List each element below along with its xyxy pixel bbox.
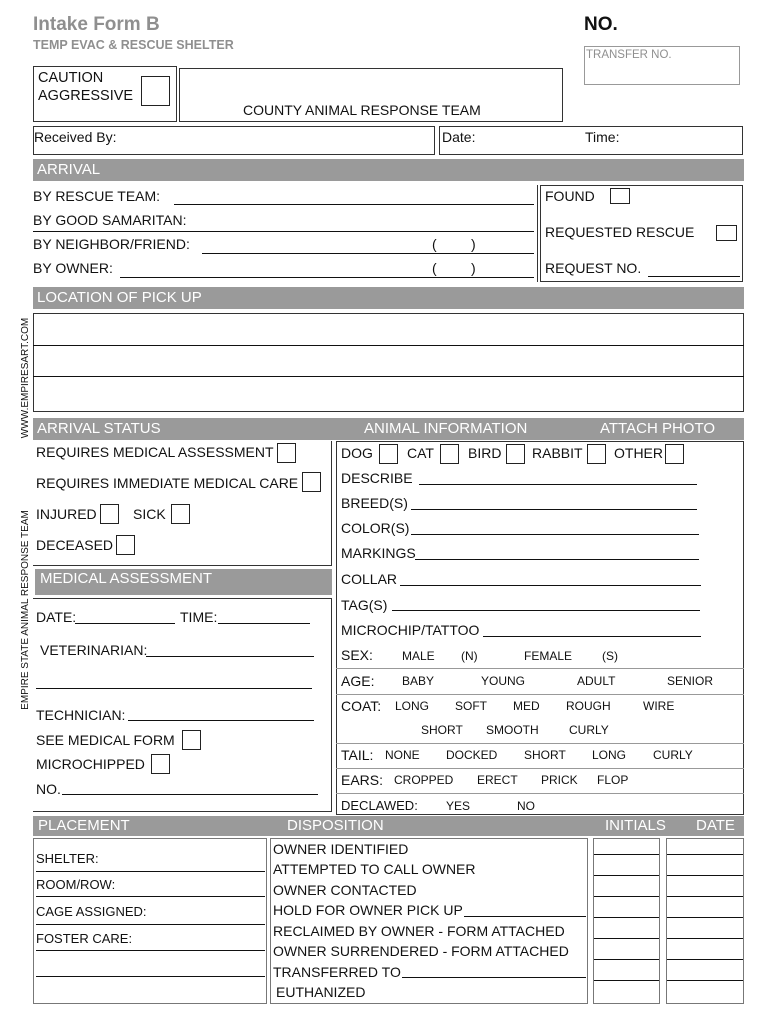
- requested-rescue-label: REQUESTED RESCUE: [545, 224, 695, 240]
- coat-short[interactable]: SHORT: [421, 723, 463, 737]
- cage-label: CAGE ASSIGNED:: [36, 904, 147, 919]
- neighbor-label: BY NEIGHBOR/FRIEND:: [33, 236, 190, 252]
- collar-line[interactable]: [400, 585, 701, 586]
- date-row-6: [667, 959, 743, 960]
- location-divider-1: [33, 345, 744, 346]
- room-line[interactable]: [36, 896, 265, 897]
- transferred-to-line[interactable]: [402, 977, 586, 978]
- found-checkbox[interactable]: [610, 188, 630, 204]
- medical-title: MEDICAL ASSESSMENT: [40, 570, 212, 587]
- hold-pickup-line[interactable]: [464, 916, 586, 917]
- rescue-team-label: BY RESCUE TEAM:: [33, 188, 161, 204]
- deceased-label: DECEASED: [36, 537, 114, 553]
- owner-line[interactable]: [120, 277, 534, 278]
- side-org-text: EMPIRE STATE ANIMAL RESPONSE TEAM: [20, 510, 31, 710]
- disposition-item-4[interactable]: HOLD FOR OWNER PICK UP: [273, 902, 463, 918]
- medical-no-line[interactable]: [62, 794, 318, 795]
- aggressive-checkbox[interactable]: [141, 76, 170, 106]
- tags-label: TAG(S): [341, 597, 388, 613]
- initials-row-2: [594, 875, 659, 876]
- transfer-no-label: TRANSFER NO.: [586, 49, 672, 61]
- date-row-5: [667, 938, 743, 939]
- initials-title: INITIALS: [605, 817, 666, 834]
- other-label: OTHER: [614, 445, 663, 461]
- coat-curly[interactable]: CURLY: [569, 723, 609, 737]
- status-animal-header: [33, 418, 744, 440]
- coat-smooth[interactable]: SMOOTH: [486, 723, 539, 737]
- age-divider: [336, 694, 744, 695]
- initials-row-6: [594, 959, 659, 960]
- request-no-line[interactable]: [648, 276, 740, 277]
- transfer-no-field[interactable]: [584, 46, 740, 85]
- ears-cropped[interactable]: CROPPED: [394, 773, 454, 787]
- disposition-item-8[interactable]: EUTHANIZED: [276, 984, 366, 1000]
- age-baby[interactable]: BABY: [402, 674, 435, 688]
- shelter-label: SHELTER:: [36, 851, 99, 866]
- caution-box: [33, 66, 177, 122]
- initials-row-4: [594, 917, 659, 918]
- team-name-box: [179, 68, 563, 122]
- date-row-7: [667, 980, 743, 981]
- cage-line[interactable]: [36, 924, 265, 925]
- coat-label: COAT:: [341, 698, 382, 714]
- age-senior[interactable]: SENIOR: [667, 674, 714, 688]
- sex-neutered[interactable]: (N): [461, 649, 478, 663]
- tail-label: TAIL:: [341, 747, 374, 763]
- date-row-2: [667, 875, 743, 876]
- initials-row-3: [594, 896, 659, 897]
- date-title: DATE: [696, 817, 735, 834]
- microchip-line[interactable]: [483, 636, 701, 637]
- form-subtitle: TEMP EVAC & RESCUE SHELTER: [33, 38, 234, 52]
- technician-line[interactable]: [128, 720, 314, 721]
- see-medical-form-label: SEE MEDICAL FORM: [36, 732, 175, 748]
- medical-assessment-checkbox[interactable]: [277, 443, 296, 463]
- bird-label: BIRD: [468, 445, 502, 461]
- immediate-care-checkbox[interactable]: [302, 472, 321, 492]
- disposition-item-2[interactable]: ATTEMPTED TO CALL OWNER: [273, 861, 476, 877]
- medical-date-line[interactable]: [75, 623, 175, 624]
- injured-label: INJURED: [36, 506, 97, 522]
- form-number-label: NO.: [584, 14, 618, 35]
- date-column[interactable]: [666, 838, 744, 1004]
- veterinarian-line[interactable]: [146, 656, 314, 657]
- deceased-checkbox[interactable]: [116, 535, 135, 555]
- placement-title: PLACEMENT: [38, 817, 130, 834]
- microchipped-label: MICROCHIPPED: [36, 756, 145, 772]
- sick-label: SICK: [133, 506, 166, 522]
- other-checkbox[interactable]: [665, 444, 684, 464]
- attach-photo-title: ATTACH PHOTO: [600, 420, 716, 437]
- date-row-1: [667, 854, 743, 855]
- microchip-label: MICROCHIP/TATTOO: [341, 622, 480, 638]
- arrival-status-title: ARRIVAL STATUS: [37, 420, 161, 437]
- age-label: AGE:: [341, 673, 375, 689]
- injured-checkbox[interactable]: [100, 504, 119, 524]
- received-by-field[interactable]: [33, 126, 435, 155]
- medical-assessment-label: REQUIRES MEDICAL ASSESSMENT: [36, 444, 274, 460]
- request-no-label: REQUEST NO.: [545, 260, 642, 276]
- cat-checkbox[interactable]: [440, 444, 459, 464]
- markings-line[interactable]: [415, 559, 699, 560]
- shelter-line[interactable]: [36, 871, 265, 872]
- sex-female[interactable]: FEMALE: [524, 649, 573, 663]
- veterinarian-line-2[interactable]: [36, 688, 312, 689]
- date-row-4: [667, 917, 743, 918]
- rescue-team-line[interactable]: [174, 204, 534, 205]
- disposition-title: DISPOSITION: [287, 817, 384, 834]
- medical-header: [35, 569, 332, 595]
- initials-row-1: [594, 854, 659, 855]
- medical-time-line[interactable]: [218, 623, 310, 624]
- describe-label: DESCRIBE: [341, 470, 413, 486]
- microchipped-checkbox[interactable]: [151, 754, 170, 774]
- location-box[interactable]: [33, 313, 744, 412]
- ears-prick[interactable]: PRICK: [541, 773, 578, 787]
- ears-flop[interactable]: FLOP: [597, 773, 629, 787]
- see-medical-form-checkbox[interactable]: [182, 730, 201, 750]
- neighbor-phone-close: ): [471, 236, 476, 252]
- owner-phone-close: ): [471, 260, 476, 276]
- medical-no-label: NO.: [36, 781, 61, 797]
- coat-soft[interactable]: SOFT: [455, 699, 487, 713]
- location-header: [33, 287, 744, 309]
- collar-label: COLLAR: [341, 571, 398, 587]
- tail-none[interactable]: NONE: [385, 748, 420, 762]
- breeds-label: BREED(S): [341, 495, 408, 511]
- initials-row-7: [594, 980, 659, 981]
- animal-info-title: ANIMAL INFORMATION: [364, 420, 528, 437]
- sex-label: SEX:: [341, 647, 373, 663]
- dog-label: DOG: [341, 445, 373, 461]
- neighbor-phone-open: (: [432, 236, 437, 252]
- ears-erect[interactable]: ERECT: [477, 773, 518, 787]
- side-website-text: WWW.EMPIRESART.COM: [20, 317, 31, 439]
- room-label: ROOM/ROW:: [36, 877, 116, 892]
- sex-divider: [336, 668, 744, 669]
- ears-label: EARS:: [341, 772, 384, 788]
- describe-line[interactable]: [419, 484, 697, 485]
- found-label: FOUND: [545, 188, 595, 204]
- good-samaritan-line[interactable]: [33, 231, 534, 232]
- form-title: Intake Form B: [33, 14, 160, 35]
- sex-spayed[interactable]: (S): [602, 649, 618, 663]
- rabbit-checkbox[interactable]: [587, 444, 606, 464]
- ears-divider: [336, 793, 744, 794]
- disposition-item-3[interactable]: OWNER CONTACTED: [273, 882, 417, 898]
- breeds-line[interactable]: [411, 509, 697, 510]
- disposition-item-5[interactable]: RECLAIMED BY OWNER - FORM ATTACHED: [273, 923, 565, 939]
- neighbor-line[interactable]: [202, 253, 534, 254]
- medical-date-label: DATE:: [36, 609, 77, 625]
- declawed-no[interactable]: NO: [517, 799, 535, 813]
- owner-label: BY OWNER:: [33, 260, 113, 276]
- aggressive-label: AGGRESSIVE: [38, 88, 134, 104]
- declawed-yes[interactable]: YES: [446, 799, 471, 813]
- date-time-field[interactable]: [439, 126, 743, 155]
- tail-long[interactable]: LONG: [592, 748, 627, 762]
- arrival-title: ARRIVAL: [37, 161, 101, 178]
- foster-line[interactable]: [36, 950, 265, 951]
- coat-med[interactable]: MED: [513, 699, 540, 713]
- disposition-item-1[interactable]: OWNER IDENTIFIED: [273, 841, 409, 857]
- disposition-item-7[interactable]: TRANSFERRED TO: [273, 964, 401, 980]
- bird-checkbox[interactable]: [506, 444, 525, 464]
- tail-divider: [336, 768, 744, 769]
- placement-line-5[interactable]: [36, 976, 265, 977]
- sick-checkbox[interactable]: [171, 504, 190, 524]
- received-by-label: Received By:: [34, 129, 117, 145]
- arrival-header: [33, 159, 744, 181]
- coat-wire[interactable]: WIRE: [643, 699, 675, 713]
- location-title: LOCATION OF PICK UP: [37, 289, 202, 306]
- location-divider-2: [33, 376, 744, 377]
- rabbit-label: RABBIT: [532, 445, 583, 461]
- date-row-3: [667, 896, 743, 897]
- immediate-care-label: REQUIRES IMMEDIATE MEDICAL CARE: [36, 475, 299, 491]
- initials-column[interactable]: [593, 838, 660, 1004]
- coat-rough[interactable]: ROUGH: [566, 699, 611, 713]
- tail-docked[interactable]: DOCKED: [446, 748, 498, 762]
- requested-rescue-checkbox[interactable]: [716, 225, 737, 241]
- sex-male[interactable]: MALE: [402, 649, 435, 663]
- veterinarian-label: VETERINARIAN:: [40, 642, 148, 658]
- coat-divider: [336, 743, 744, 744]
- age-young[interactable]: YOUNG: [481, 674, 526, 688]
- medical-time-label: TIME:: [180, 609, 218, 625]
- disposition-item-6[interactable]: OWNER SURRENDERED - FORM ATTACHED: [273, 943, 569, 959]
- colors-label: COLOR(S): [341, 520, 410, 536]
- tags-line[interactable]: [392, 610, 700, 611]
- team-name: COUNTY ANIMAL RESPONSE TEAM: [243, 102, 481, 118]
- technician-label: TECHNICIAN:: [36, 707, 126, 723]
- good-samaritan-label: BY GOOD SAMARITAN:: [33, 212, 187, 228]
- medical-box: [33, 598, 332, 812]
- cat-label: CAT: [407, 445, 434, 461]
- declawed-label: DECLAWED:: [341, 798, 418, 813]
- caution-label: CAUTION: [38, 70, 104, 86]
- tail-curly[interactable]: CURLY: [653, 748, 693, 762]
- coat-long[interactable]: LONG: [395, 699, 430, 713]
- markings-label: MARKINGS: [341, 545, 416, 561]
- colors-line[interactable]: [411, 534, 699, 535]
- placement-header: [33, 816, 744, 836]
- age-adult[interactable]: ADULT: [577, 674, 616, 688]
- tail-short[interactable]: SHORT: [524, 748, 566, 762]
- date-label: Date:: [442, 129, 476, 145]
- time-label: Time:: [585, 129, 620, 145]
- owner-phone-open: (: [432, 260, 437, 276]
- initials-row-5: [594, 938, 659, 939]
- dog-checkbox[interactable]: [379, 444, 398, 464]
- foster-label: FOSTER CARE:: [36, 931, 133, 946]
